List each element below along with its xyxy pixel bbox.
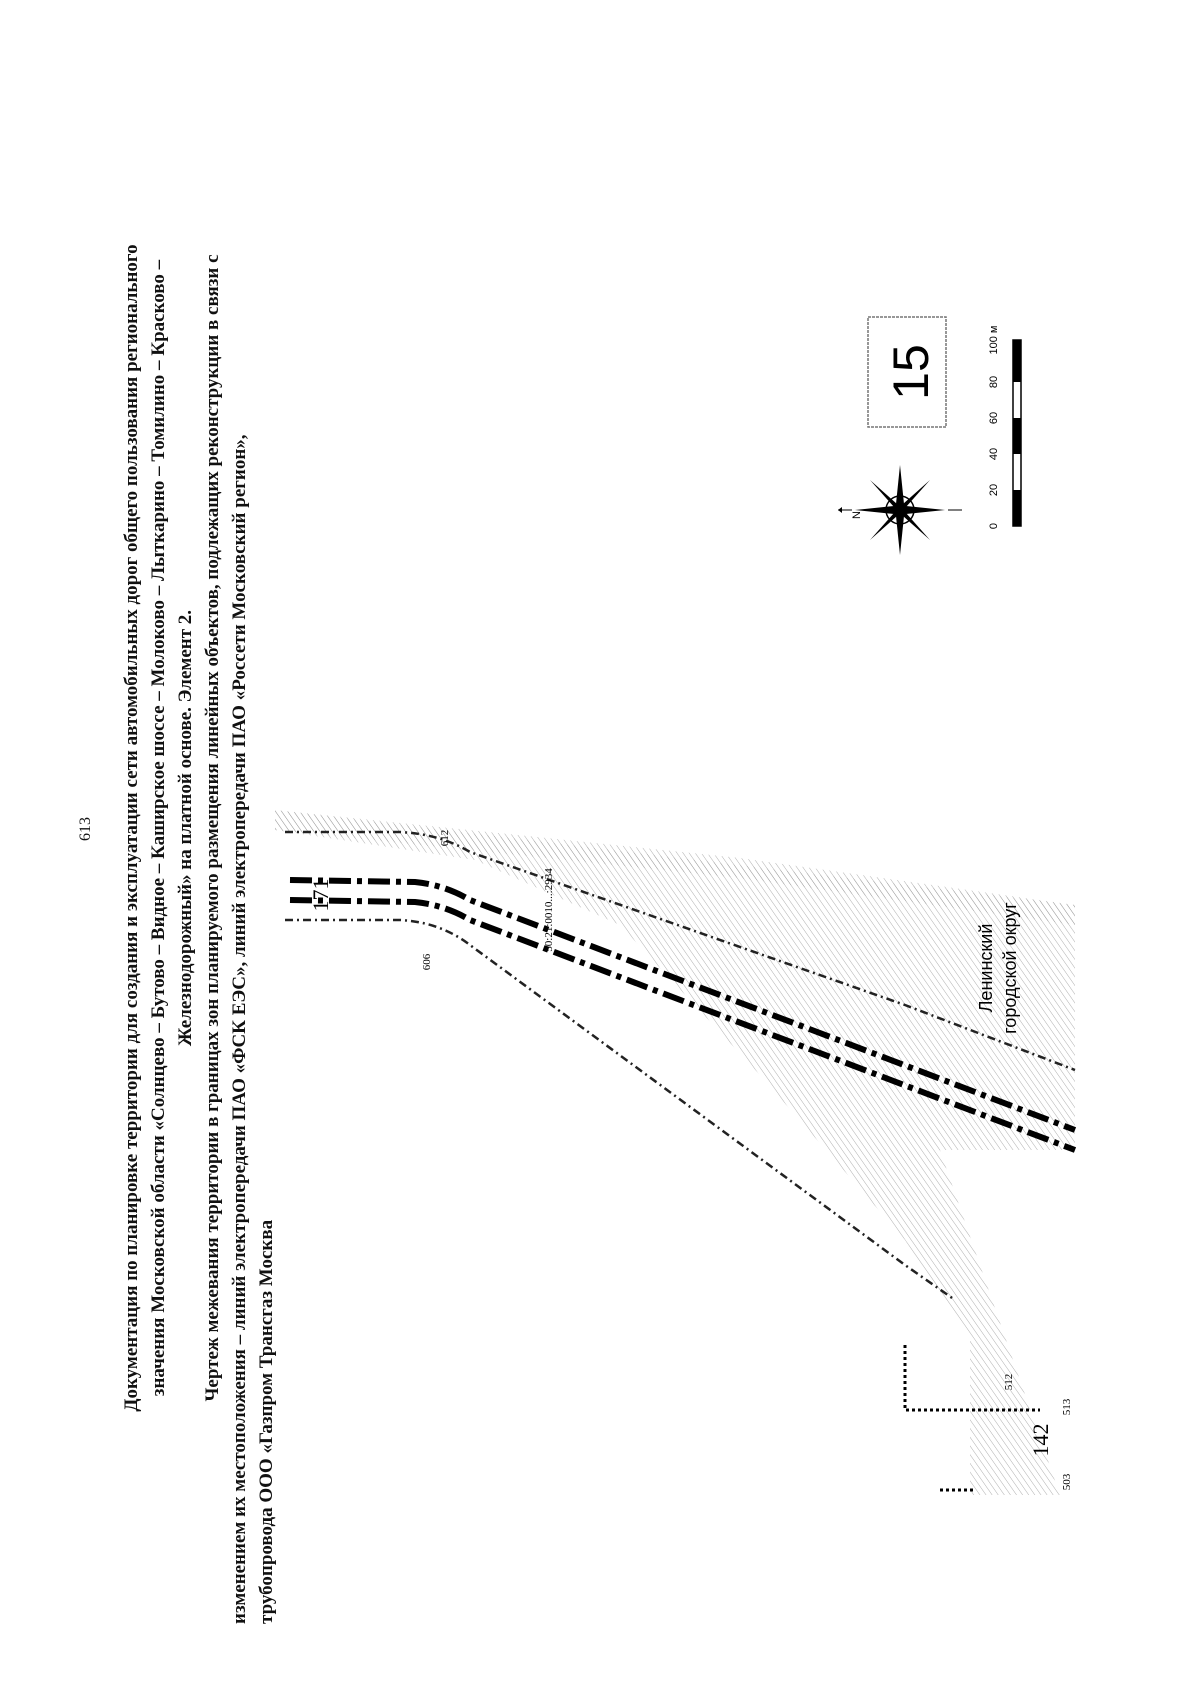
title-line-2: значения Московской области «Солнцево – Бутово – Видное – Каширское шоссе – Молоково – Лыткарино – Томилино – Красково – [148,259,169,1397]
scale-tick-60: 60 [988,411,1000,425]
scale-tick-20: 20 [988,483,1000,497]
subtitle-line-2: изменением их местоположения – линий электропередачи ПАО «ФСК ЕЭС», линий электропередачи ПАО «Россети Московский регион», [229,434,250,1624]
scale-bar [1013,340,1021,526]
point-label-503: 503 [1061,1473,1073,1491]
scale-tick-80: 80 [988,375,1000,389]
point-label-513: 513 [1061,1398,1073,1416]
sheet-number: 15 [883,344,939,400]
compass-rose-icon [838,465,962,555]
cadastral-label: 50:21:0010...:2934 [543,868,555,952]
point-label-606: 606 [421,953,433,971]
title-line-3: Железнодорожный» на платной основе. Элемент 2. [175,609,196,1047]
district-label-line-2: городской округ [1000,902,1020,1034]
hatched-territory [275,810,1075,1495]
scale-tick-100: 100 м [988,325,1000,355]
subtitle-line-1: Чертеж межевания территории в границах зон планируемого размещения линейных объектов, подлежащих реконструкции в связи с [202,254,223,1402]
parcel-label-142: 142 [1028,1423,1053,1457]
point-label-612: 612 [439,829,451,847]
point-label-512: 512 [1003,1373,1015,1391]
title-line-1: Документация по планировке территории для создания и эксплуатации сети автомобильных дорог общего пользования регионального [121,244,142,1412]
parcel-label-171: 171 [308,878,333,912]
subtitle-line-3: трубопровода ООО «Газпром Трансгаз Москва [256,1219,277,1624]
page-number: 613 [77,817,94,841]
scale-tick-0: 0 [988,522,1000,530]
scale-tick-40: 40 [988,447,1000,461]
district-label-line-1: Ленинский [976,923,996,1013]
compass-north-label: N [851,511,863,519]
